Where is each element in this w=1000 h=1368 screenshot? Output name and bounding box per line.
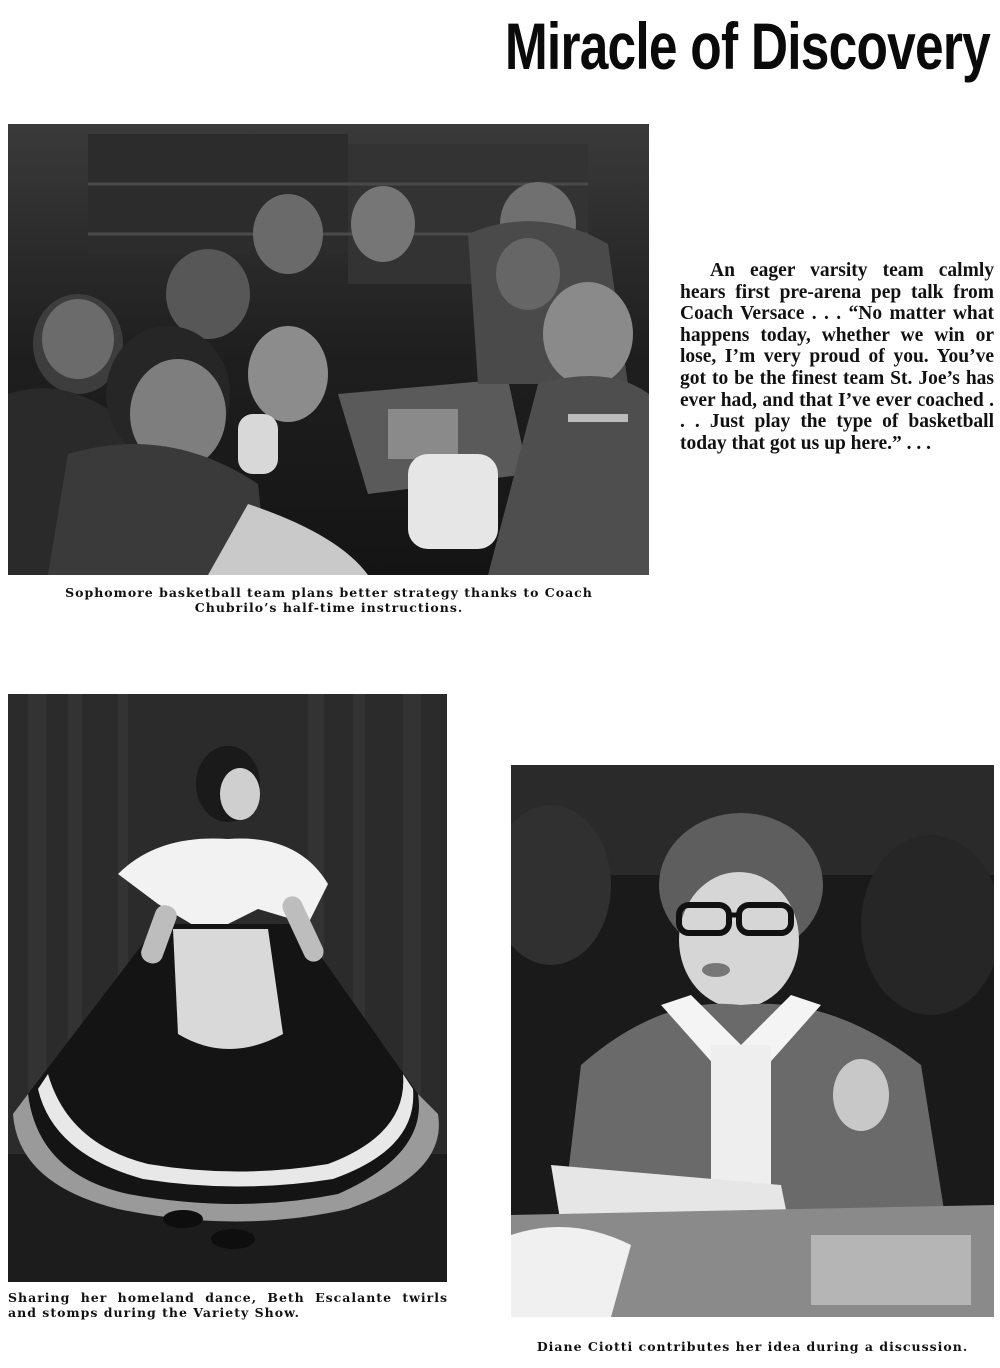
student-photo — [511, 765, 994, 1317]
team-photo-image — [8, 124, 649, 575]
dancer-photo-caption: Sharing her homeland dance, Beth Escalante twirls and stomps during the Variety Show. — [8, 1290, 448, 1320]
dancer-photo — [8, 694, 447, 1282]
student-photo-caption: Diane Ciotti contributes her idea during a discussion. — [536, 1339, 969, 1354]
page-title: Miracle of Discovery — [504, 9, 990, 83]
team-photo — [8, 124, 649, 575]
team-photo-caption: Sophomore basketball team plans better strategy thanks to Coach Chubrilo’s half-time instructions. — [65, 585, 593, 615]
dancer-photo-image — [8, 694, 447, 1282]
story-text: An eager varsity team calmly hears first pre-arena pep talk from Coach Versace . . . “No matter what happens today, whether we win or lose, I’m very proud of you. You’ve got to be the finest team St. Joe’s has ever had, and that I’ve ever coached . . . Just play the type of basketball today that got us up here.” . . . — [680, 260, 994, 454]
student-photo-image — [511, 765, 994, 1317]
